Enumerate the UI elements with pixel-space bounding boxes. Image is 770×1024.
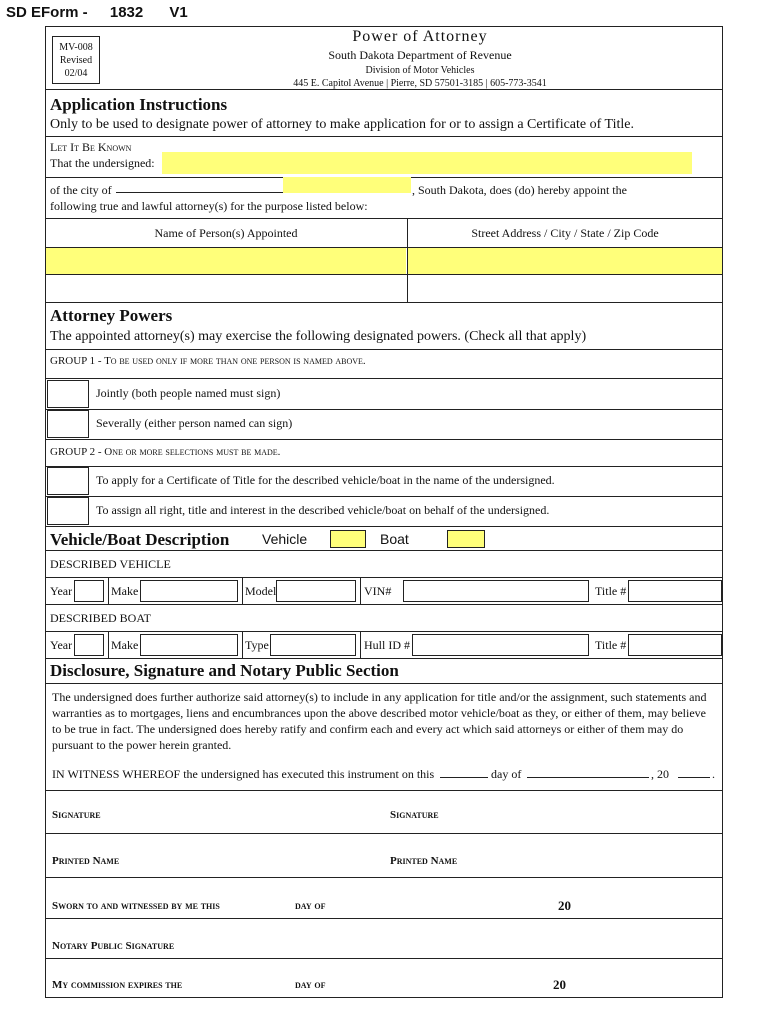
commission-label: My commission expires the — [52, 979, 183, 991]
col-address-header: Street Address / City / State / Zip Code — [471, 226, 659, 240]
boat-option-label: Boat — [380, 531, 409, 547]
assign-label: To assign all right, title and interest in the described vehicle/boat on behalf of the undersigned. — [96, 503, 550, 517]
described-boat-label: DESCRIBED BOAT — [50, 611, 152, 625]
boat-checkbox[interactable] — [447, 530, 485, 548]
vehicle-vin-input[interactable] — [403, 580, 589, 602]
boat-year-input[interactable] — [74, 634, 104, 656]
witness-text-c: , 20 — [651, 767, 669, 781]
col-name-header: Name of Person(s) Appointed — [154, 226, 298, 240]
form-version: V1 — [169, 4, 188, 21]
commission-year: 20 — [553, 977, 566, 992]
vehicle-option-label: Vehicle — [262, 531, 308, 547]
signature-label-2: Signature — [390, 809, 439, 821]
instructions-title: Application Instructions — [50, 95, 228, 114]
witness-text-d: . — [712, 767, 715, 781]
boat-hull-input[interactable] — [412, 634, 589, 656]
vehicle-title-label: Title # — [595, 584, 627, 598]
group2-label: GROUP 2 - One or more selections must be made. — [50, 446, 281, 458]
sworn-year: 20 — [558, 898, 571, 913]
city-prefix: of the city of — [50, 183, 112, 197]
signature-label-1: Signature — [52, 809, 101, 821]
boat-make-input[interactable] — [140, 634, 238, 656]
commission-day-of: day of — [295, 979, 326, 991]
title-block — [230, 28, 610, 89]
witness-text-b: day of — [491, 767, 522, 781]
form-code: MV-008 — [59, 42, 93, 53]
boat-type-input[interactable] — [270, 634, 356, 656]
group1-label: GROUP 1 - To be used only if more than one person is named above. — [50, 355, 366, 367]
let-it-be-known: Let It Be Known — [50, 140, 132, 154]
boat-year-label: Year — [50, 638, 73, 652]
powers-text: The appointed attorney(s) may exercise the following designated powers. (Check all that apply) — [50, 329, 587, 344]
boat-type-label: Type — [245, 638, 269, 652]
witness-text-a: IN WITNESS WHEREOF the undersigned has executed this instrument on this — [52, 767, 435, 781]
appointee-address-input-2[interactable] — [408, 275, 722, 301]
appoint-text: following true and lawful attorney(s) for the purpose listed below: — [50, 199, 368, 213]
apply-label: To apply for a Certificate of Title for the described vehicle/boat in the name of the undersigned. — [96, 473, 555, 487]
boat-hull-label: Hull ID # — [364, 638, 410, 652]
form-code-box — [52, 36, 100, 84]
boat-title-label: Title # — [595, 638, 627, 652]
vehicle-checkbox[interactable] — [330, 530, 366, 548]
apply-checkbox[interactable] — [47, 467, 89, 495]
appointee-name-input-2[interactable] — [46, 275, 406, 301]
sworn-day-of: day of — [295, 900, 326, 912]
instructions-text: Only to be used to designate power of attorney to make application for or to assign a Certificate of Title. — [50, 117, 634, 132]
vehicle-model-label: Model — [245, 584, 277, 598]
notary-label: Notary Public Signature — [52, 940, 175, 952]
appointee-name-input[interactable] — [46, 248, 406, 274]
disclosure-title: Disclosure, Signature and Notary Public Section — [50, 661, 399, 680]
city-suffix: , South Dakota, does (do) hereby appoint the — [412, 183, 627, 197]
vehicle-make-input[interactable] — [140, 580, 238, 602]
revised-date: 02/04 — [64, 68, 88, 79]
disclosure-text: The undersigned does further authorize said attorney(s) to include in any application for title and/or the assignment, such statements and warranties as to mortgages, liens and encumbrances upon the above described motor vehicle/boat as they, or either of them, may believe to be true in fact. The undersigned does hereby ratify and confirm each and every act which said attorneys or either of them may do pursuant to the power herein granted. — [52, 690, 707, 752]
printed-name-label-1: Printed Name — [52, 855, 120, 867]
described-vehicle-label: DESCRIBED VEHICLE — [50, 557, 171, 571]
vehicle-year-label: Year — [50, 584, 73, 598]
severally-checkbox[interactable] — [47, 410, 89, 438]
undersigned-input[interactable] — [162, 152, 692, 174]
printed-name-label-2: Printed Name — [390, 855, 458, 867]
city-input[interactable] — [283, 177, 411, 193]
vehicle-vin-label: VIN# — [364, 584, 392, 598]
page-title: Power of Attorney — [352, 28, 488, 45]
revised-label: Revised — [59, 55, 93, 66]
form-id: SD EForm - — [6, 4, 88, 21]
form-header — [6, 4, 188, 21]
sworn-label: Sworn to and witnessed by me this — [52, 900, 220, 912]
vehicle-make-label: Make — [111, 584, 139, 598]
jointly-checkbox[interactable] — [47, 380, 89, 408]
boat-make-label: Make — [111, 638, 139, 652]
form-number: 1832 — [109, 4, 144, 21]
vehicle-year-input[interactable] — [74, 580, 104, 602]
undersigned-label: That the undersigned: — [50, 156, 155, 170]
jointly-label: Jointly (both people named must sign) — [96, 386, 281, 400]
division: Division of Motor Vehicles — [365, 65, 475, 76]
vehicle-model-input[interactable] — [276, 580, 356, 602]
severally-label: Severally (either person named can sign) — [96, 416, 293, 430]
assign-checkbox[interactable] — [47, 497, 89, 525]
appointee-address-input[interactable] — [408, 248, 722, 274]
department: South Dakota Department of Revenue — [328, 48, 512, 62]
powers-title: Attorney Powers — [50, 306, 173, 325]
vehicle-title-input[interactable] — [628, 580, 722, 602]
boat-title-input[interactable] — [628, 634, 722, 656]
address: 445 E. Capitol Avenue | Pierre, SD 57501-3185 | 605-773-3541 — [293, 78, 547, 89]
vehicle-title: Vehicle/Boat Description — [50, 530, 230, 549]
